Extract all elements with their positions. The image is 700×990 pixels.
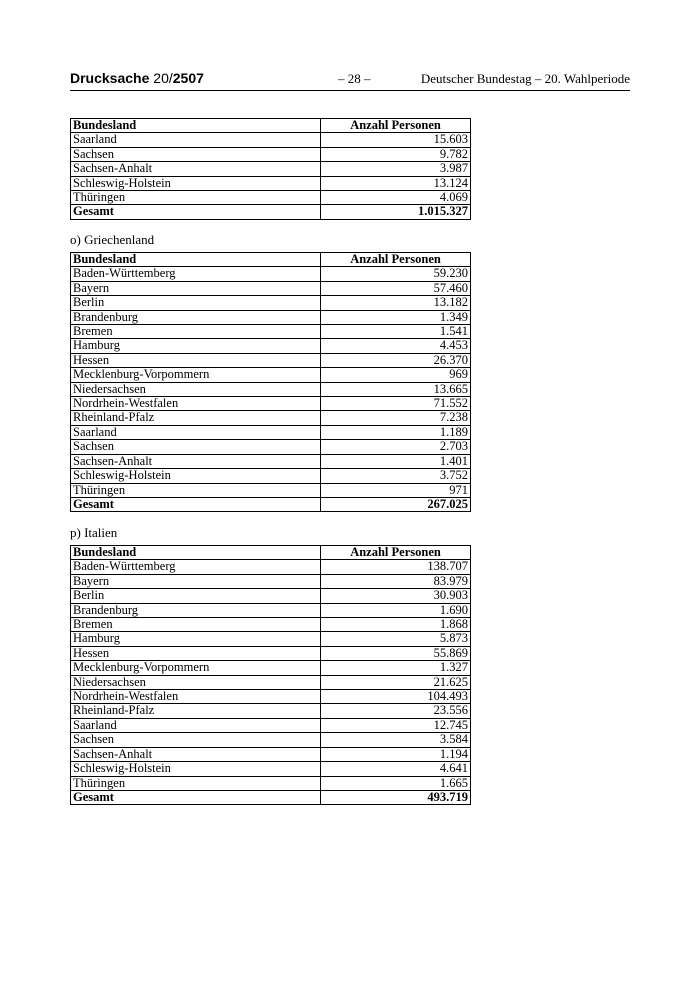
cell-anzahl: 83.979 xyxy=(321,574,471,588)
cell-bundesland: Schleswig-Holstein xyxy=(71,762,321,776)
cell-anzahl: 26.370 xyxy=(321,353,471,367)
cell-bundesland: Rheinland-Pfalz xyxy=(71,704,321,718)
cell-anzahl: 3.987 xyxy=(321,162,471,176)
cell-anzahl: 5.873 xyxy=(321,632,471,646)
cell-anzahl: 4.641 xyxy=(321,762,471,776)
table-row xyxy=(71,632,471,646)
cell-anzahl: 4.453 xyxy=(321,339,471,353)
cell-anzahl: 969 xyxy=(321,368,471,382)
table-row xyxy=(71,704,471,718)
cell-anzahl: 15.603 xyxy=(321,133,471,147)
cell-anzahl: 1.194 xyxy=(321,747,471,761)
page-number: – 28 – xyxy=(338,71,371,86)
cell-bundesland: Sachsen xyxy=(71,733,321,747)
cell-bundesland: Sachsen xyxy=(71,147,321,161)
document-label: Drucksache xyxy=(70,70,150,86)
table-row xyxy=(71,281,471,295)
cell-anzahl: 12.745 xyxy=(321,718,471,732)
table-row xyxy=(71,425,471,439)
cell-bundesland: Saarland xyxy=(71,425,321,439)
cell-bundesland: Mecklenburg-Vorpommern xyxy=(71,661,321,675)
total-row xyxy=(71,205,471,219)
cell-anzahl: 21.625 xyxy=(321,675,471,689)
cell-anzahl: 971 xyxy=(321,483,471,497)
document-number-prefix: 20/ xyxy=(153,70,173,86)
cell-bundesland: Saarland xyxy=(71,133,321,147)
table-row xyxy=(71,133,471,147)
cell-anzahl: 1.327 xyxy=(321,661,471,675)
cell-anzahl: 138.707 xyxy=(321,560,471,574)
cell-bundesland: Thüringen xyxy=(71,483,321,497)
total-row xyxy=(71,790,471,804)
cell-anzahl: 13.665 xyxy=(321,382,471,396)
cell-anzahl: 57.460 xyxy=(321,281,471,295)
cell-anzahl: 13.182 xyxy=(321,296,471,310)
table-row xyxy=(71,411,471,425)
total-row xyxy=(71,497,471,511)
cell-anzahl: 3.752 xyxy=(321,469,471,483)
column-header-anzahl: Anzahl Personen xyxy=(321,546,471,560)
cell-anzahl: 71.552 xyxy=(321,397,471,411)
cell-bundesland: Niedersachsen xyxy=(71,382,321,396)
cell-anzahl: 59.230 xyxy=(321,267,471,281)
table-row xyxy=(71,267,471,281)
cell-bundesland: Bremen xyxy=(71,618,321,632)
cell-bundesland: Mecklenburg-Vorpommern xyxy=(71,368,321,382)
cell-bundesland: Rheinland-Pfalz xyxy=(71,411,321,425)
table-row xyxy=(71,454,471,468)
column-header-bundesland: Bundesland xyxy=(71,546,321,560)
table-row xyxy=(71,690,471,704)
cell-bundesland: Thüringen xyxy=(71,776,321,790)
cell-bundesland: Thüringen xyxy=(71,191,321,205)
table-row xyxy=(71,675,471,689)
institution-label: Deutscher Bundestag – 20. Wahlperiode xyxy=(420,71,630,86)
column-header-anzahl: Anzahl Personen xyxy=(321,119,471,133)
cell-bundesland: Sachsen-Anhalt xyxy=(71,162,321,176)
cell-bundesland: Schleswig-Holstein xyxy=(71,176,321,190)
table-row xyxy=(71,353,471,367)
total-label: Gesamt xyxy=(71,497,321,511)
cell-anzahl: 2.703 xyxy=(321,440,471,454)
table-row xyxy=(71,397,471,411)
column-header-bundesland: Bundesland xyxy=(71,253,321,267)
cell-bundesland: Bayern xyxy=(71,574,321,588)
cell-anzahl: 23.556 xyxy=(321,704,471,718)
cell-bundesland: Sachsen xyxy=(71,440,321,454)
cell-bundesland: Hessen xyxy=(71,646,321,660)
cell-bundesland: Niedersachsen xyxy=(71,675,321,689)
cell-anzahl: 55.869 xyxy=(321,646,471,660)
total-label: Gesamt xyxy=(71,205,321,219)
table-row xyxy=(71,661,471,675)
cell-anzahl: 4.069 xyxy=(321,191,471,205)
cell-anzahl: 30.903 xyxy=(321,589,471,603)
cell-bundesland: Nordrhein-Westfalen xyxy=(71,397,321,411)
cell-bundesland: Hessen xyxy=(71,353,321,367)
cell-bundesland: Brandenburg xyxy=(71,603,321,617)
cell-anzahl: 104.493 xyxy=(321,690,471,704)
cell-bundesland: Hamburg xyxy=(71,632,321,646)
cell-bundesland: Sachsen-Anhalt xyxy=(71,747,321,761)
cell-anzahl: 1.868 xyxy=(321,618,471,632)
document-number xyxy=(70,70,204,86)
cell-bundesland: Bayern xyxy=(71,281,321,295)
table-row xyxy=(71,176,471,190)
table-row xyxy=(71,603,471,617)
table-griechenland xyxy=(70,252,471,512)
table-row xyxy=(71,776,471,790)
table-row xyxy=(71,339,471,353)
table-row xyxy=(71,560,471,574)
section-title-italien: p) Italien xyxy=(70,525,118,540)
cell-bundesland: Baden-Württemberg xyxy=(71,267,321,281)
cell-bundesland: Schleswig-Holstein xyxy=(71,469,321,483)
total-label: Gesamt xyxy=(71,790,321,804)
table-row xyxy=(71,469,471,483)
total-value: 493.719 xyxy=(321,790,471,804)
cell-anzahl: 9.782 xyxy=(321,147,471,161)
table-row xyxy=(71,618,471,632)
cell-anzahl: 1.401 xyxy=(321,454,471,468)
table-row xyxy=(71,718,471,732)
cell-bundesland: Nordrhein-Westfalen xyxy=(71,690,321,704)
table-row xyxy=(71,368,471,382)
cell-bundesland: Bremen xyxy=(71,325,321,339)
table-italien xyxy=(70,545,471,805)
table-row xyxy=(71,574,471,588)
cell-anzahl: 7.238 xyxy=(321,411,471,425)
cell-bundesland: Hamburg xyxy=(71,339,321,353)
cell-bundesland: Baden-Württemberg xyxy=(71,560,321,574)
table-row xyxy=(71,646,471,660)
total-value: 1.015.327 xyxy=(321,205,471,219)
cell-anzahl: 1.665 xyxy=(321,776,471,790)
cell-anzahl: 13.124 xyxy=(321,176,471,190)
cell-anzahl: 1.349 xyxy=(321,310,471,324)
cell-anzahl: 1.690 xyxy=(321,603,471,617)
cell-anzahl: 1.189 xyxy=(321,425,471,439)
cell-bundesland: Berlin xyxy=(71,589,321,603)
table-row xyxy=(71,325,471,339)
page-header xyxy=(70,68,630,91)
cell-bundesland: Brandenburg xyxy=(71,310,321,324)
table-row xyxy=(71,440,471,454)
document-number-value: 2507 xyxy=(172,70,204,86)
column-header-bundesland: Bundesland xyxy=(71,119,321,133)
column-header-anzahl: Anzahl Personen xyxy=(321,253,471,267)
table-row xyxy=(71,162,471,176)
table-header-row xyxy=(71,119,471,133)
section-title-griechenland: o) Griechenland xyxy=(70,232,155,247)
table-header-row xyxy=(71,253,471,267)
table-continuation xyxy=(70,118,471,220)
cell-bundesland: Berlin xyxy=(71,296,321,310)
table-row xyxy=(71,296,471,310)
table-row xyxy=(71,483,471,497)
table-row xyxy=(71,589,471,603)
cell-bundesland: Saarland xyxy=(71,718,321,732)
cell-bundesland: Sachsen-Anhalt xyxy=(71,454,321,468)
cell-anzahl: 3.584 xyxy=(321,733,471,747)
table-row xyxy=(71,310,471,324)
table-row xyxy=(71,147,471,161)
table-row xyxy=(71,733,471,747)
total-value: 267.025 xyxy=(321,497,471,511)
table-row xyxy=(71,762,471,776)
table-row xyxy=(71,382,471,396)
table-row xyxy=(71,747,471,761)
table-row xyxy=(71,191,471,205)
cell-anzahl: 1.541 xyxy=(321,325,471,339)
table-header-row xyxy=(71,546,471,560)
